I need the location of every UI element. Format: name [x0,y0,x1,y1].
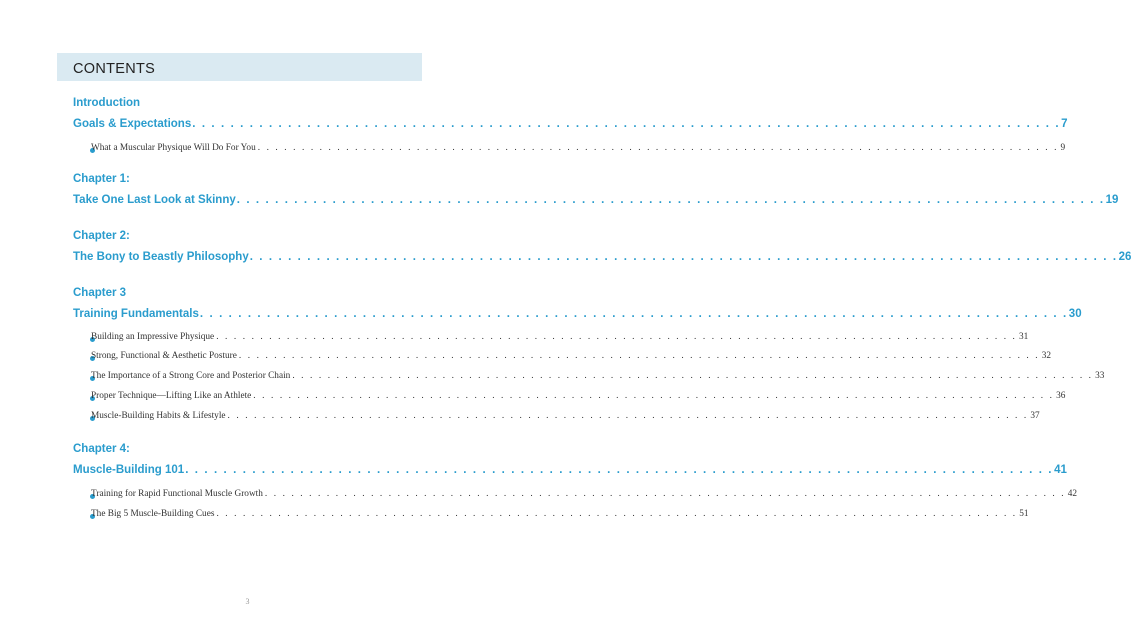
dot-leader: . . . . . . . . . . . . . . . . . . . . . . . . . . . . . . . . . . . . . . . . . . . . . . . . . . . . . . . . . . . . . . . . . . . . . . . . . . . . . . . . . . . . . . . . . . . [264,489,1066,499]
dot-leader: . . . . . . . . . . . . . . . . . . . . . . . . . . . . . . . . . . . . . . . . . . . . . . . . . . . . . . . . . . . . . . . . . . . . . . . . . . . . . . . . . . . . . . . . . . . [216,509,1018,519]
toc-subentry-page: 42 [1067,489,1077,499]
toc-entry-page: 19 [1105,194,1119,206]
toc-subentry-page: 37 [1030,411,1040,421]
toc-entry-title: Take One Last Look at Skinny [73,194,236,206]
toc-subentry-title: What a Muscular Physique Will Do For You [91,143,256,153]
introduction-label: Introduction [73,97,141,109]
chapter-1-label: Chapter 1: [73,173,130,185]
toc-subentry[interactable] [91,143,1066,157]
dot-leader: . . . . . . . . . . . . . . . . . . . . . . . . . . . . . . . . . . . . . . . . . . . . . . . . . . . . . . . . . . . . . . . . . . . . . . . . . . . . . . . . . . . . . . . . . . . [253,391,1055,401]
toc-subentry-page: 33 [1095,371,1105,381]
toc-entry-chapter-3[interactable] [73,308,1082,324]
toc-subentry[interactable] [91,489,1077,503]
toc-entry-chapter-4[interactable] [73,464,1067,480]
contents-heading: CONTENTS [73,61,156,77]
dot-leader: . . . . . . . . . . . . . . . . . . . . . . . . . . . . . . . . . . . . . . . . . . . . . . . . . . . . . . . . . . . . . . . . . . . . . . . . . . . . . . . . . . . . . . . . . . . [238,351,1040,361]
toc-subentry[interactable] [91,371,1105,385]
chapter-3-label: Chapter 3 [73,287,127,299]
toc-entry-page: 26 [1118,251,1131,263]
toc-subentry[interactable] [91,351,1051,365]
page-number: 3 [245,597,250,606]
toc-entry-title: The Bony to Beastly Philosophy [73,251,249,263]
toc-subentry-page: 32 [1041,351,1051,361]
toc-subentry[interactable] [91,411,1040,425]
toc-entry-page: 41 [1054,464,1067,476]
toc-entry-chapter-2[interactable] [73,251,1131,267]
toc-subentry[interactable] [91,391,1066,405]
toc-entry-page: 7 [1061,118,1068,130]
dot-leader: . . . . . . . . . . . . . . . . . . . . . . . . . . . . . . . . . . . . . . . . . . . . . . . . . . . . . . . . . . . . . . . . . . . . . . . . . . . . . . . . . . . . . . . . . . . [257,143,1059,153]
dot-leader: . . . . . . . . . . . . . . . . . . . . . . . . . . . . . . . . . . . . . . . . . . . . . . . . . . . . . . . . . . . . . . . . . . . . . . . . . . . . . . . . . . . . . . . . . . . [185,464,1054,476]
toc-subentry-title: Muscle-Building Habits & Lifestyle [91,411,226,421]
toc-entry-page: 30 [1068,308,1082,320]
dot-leader: . . . . . . . . . . . . . . . . . . . . . . . . . . . . . . . . . . . . . . . . . . . . . . . . . . . . . . . . . . . . . . . . . . . . . . . . . . . . . . . . . . . . . . . . . . . [199,308,1068,320]
chapter-2-label: Chapter 2: [73,230,130,242]
toc-entry-chapter-1[interactable] [73,194,1119,210]
toc-entry-title: Training Fundamentals [73,308,199,320]
toc-entry-title: Goals & Expectations [73,118,192,130]
dot-leader: . . . . . . . . . . . . . . . . . . . . . . . . . . . . . . . . . . . . . . . . . . . . . . . . . . . . . . . . . . . . . . . . . . . . . . . . . . . . . . . . . . . . . . . . . . . [192,118,1061,130]
dot-leader: . . . . . . . . . . . . . . . . . . . . . . . . . . . . . . . . . . . . . . . . . . . . . . . . . . . . . . . . . . . . . . . . . . . . . . . . . . . . . . . . . . . . . . . . . . . [227,411,1029,421]
toc-subentry-page: 51 [1019,509,1029,519]
toc-entry-goals-expectations[interactable] [73,118,1068,134]
toc-subentry-title: Strong, Functional & Aesthetic Posture [91,351,237,361]
toc-subentry-page: 36 [1056,391,1066,401]
toc-subentry-title: Proper Technique—Lifting Like an Athlete [91,391,252,401]
chapter-4-label: Chapter 4: [73,443,130,455]
toc-subentry-page: 31 [1018,332,1029,342]
dot-leader: . . . . . . . . . . . . . . . . . . . . . . . . . . . . . . . . . . . . . . . . . . . . . . . . . . . . . . . . . . . . . . . . . . . . . . . . . . . . . . . . . . . . . . . . . . . [216,332,1017,342]
toc-subentry[interactable] [91,509,1029,523]
toc-entry-title: Muscle-Building 101 [73,464,185,476]
toc-subentry-title: Building an Impressive Physique [91,332,215,342]
dot-leader: . . . . . . . . . . . . . . . . . . . . . . . . . . . . . . . . . . . . . . . . . . . . . . . . . . . . . . . . . . . . . . . . . . . . . . . . . . . . . . . . . . . . . . . . . . . [292,371,1094,381]
toc-subentry[interactable] [91,332,1029,346]
toc-subentry-title: Training for Rapid Functional Muscle Growth [91,489,263,499]
dot-leader: . . . . . . . . . . . . . . . . . . . . . . . . . . . . . . . . . . . . . . . . . . . . . . . . . . . . . . . . . . . . . . . . . . . . . . . . . . . . . . . . . . . . . . . . . . . [236,194,1105,206]
toc-subentry-title: The Importance of a Strong Core and Posterior Chain [91,371,291,381]
toc-subentry-page: 9 [1060,143,1066,153]
dot-leader: . . . . . . . . . . . . . . . . . . . . . . . . . . . . . . . . . . . . . . . . . . . . . . . . . . . . . . . . . . . . . . . . . . . . . . . . . . . . . . . . . . . . . . . . . . . [249,251,1118,263]
toc-subentry-title: The Big 5 Muscle-Building Cues [91,509,215,519]
